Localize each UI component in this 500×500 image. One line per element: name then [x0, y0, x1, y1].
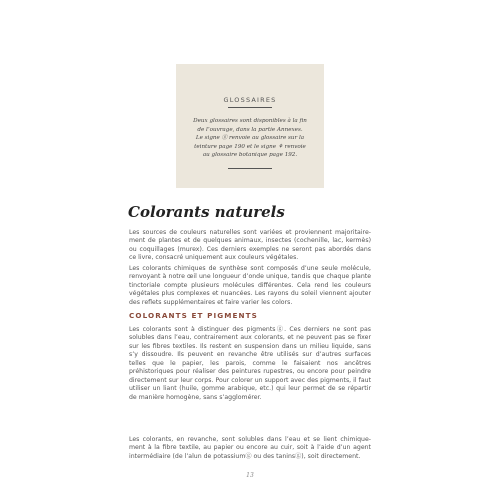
glossary-line: Deux glossaires sont disponibles à la fin: [193, 118, 307, 124]
text-line: Les colorants sont à distinguer des pigmentsⓖ. Ces derniers ne sont pas: [129, 326, 371, 333]
text-line: sur leur corps. Pour colorer un support avec des pigments, il faut utiliser un: [129, 376, 371, 393]
text-line: ment de plantes et de quelques animaux, insectes (cochenille, lac, kermès): [129, 237, 371, 245]
text-line: pour réaliser des peintures rupestres, ou encore pour peindre directement: [129, 368, 372, 384]
glossary-bottom-rule: [228, 168, 272, 169]
page-number: 13: [246, 472, 254, 479]
text-line: liant (huile, gomme arabique, etc.) qui leur permet de se répartir de manière: [129, 385, 371, 401]
text-line: couleurs végétales plus complexes et nuancées. Les rayons du soleil: [129, 281, 372, 298]
body-paragraph: [129, 326, 371, 402]
text-line: sur les fibres textiles. Ils restent en suspension dans un milieu liquide, sans s’y: [129, 342, 371, 359]
glossary-line: au glossaire botanique page 192.: [202, 152, 298, 159]
glossary-box: [176, 64, 324, 188]
body-paragraph: [129, 265, 371, 307]
text-line: viennent ajouter des reflets supplémentaires et faire varier les colors.: [129, 290, 371, 306]
glossary-line: Le signe ⓖ renvoie au glossaire sur la: [195, 135, 305, 142]
text-line: intermédiaire (de l’alun de potassiumⓖ ou des taninsⓖ), soit directement.: [129, 452, 361, 460]
text-line: dissoudre. Ils peuvent en revanche être utilisés sur d’autres surfaces telles: [129, 351, 372, 367]
text-line: que le papier, les parois, comme le faisaient nos ancêtres préhistoriques: [129, 359, 371, 376]
text-line: renvoyant à notre œil une longueur d’onde unique, tandis que chaque: [129, 273, 350, 281]
text-line: Les colorants, en revanche, sont solubles dans l’eau et se lient chimique-: [129, 436, 371, 443]
text-line: solubles dans l’eau, contrairement aux colorants, et ne peuvent pas se fixer: [129, 334, 371, 342]
glossary-text: [188, 117, 312, 160]
glossary-title: GLOSSAIRES: [223, 96, 277, 104]
text-line: ou coquillages (murex). Ces derniers exemples ne seront pas abordés dans: [129, 245, 371, 253]
subsection-heading: COLORANTS ET PIGMENTS: [129, 311, 258, 320]
glossary-line: teinture page 190 et le signe ⚘ renvoie: [194, 143, 306, 150]
body-paragraph: [129, 436, 371, 461]
text-line: Les sources de couleurs naturelles sont variées et proviennent majoritaire-: [129, 229, 371, 236]
body-paragraph: [129, 229, 371, 263]
glossary-top-rule: [228, 107, 272, 108]
glossary-line: de l’ouvrage, dans la partie Annexes.: [197, 126, 303, 133]
text-line: homogène, sans s’agglomérer.: [166, 393, 262, 401]
section-title: Colorants naturels: [128, 203, 285, 221]
text-line: plante tinctoriale compte plusieurs molécules différentes. Cela rend les: [129, 273, 371, 289]
text-line: Les colorants chimiques de synthèse sont composés d’une seule molécule,: [129, 265, 371, 272]
text-line: ce livre, consacré uniquement aux couleurs végétales.: [129, 254, 299, 262]
text-line: ment à la fibre textile, au papier ou encore au cuir, soit à l’aide d’un agent: [129, 444, 371, 452]
